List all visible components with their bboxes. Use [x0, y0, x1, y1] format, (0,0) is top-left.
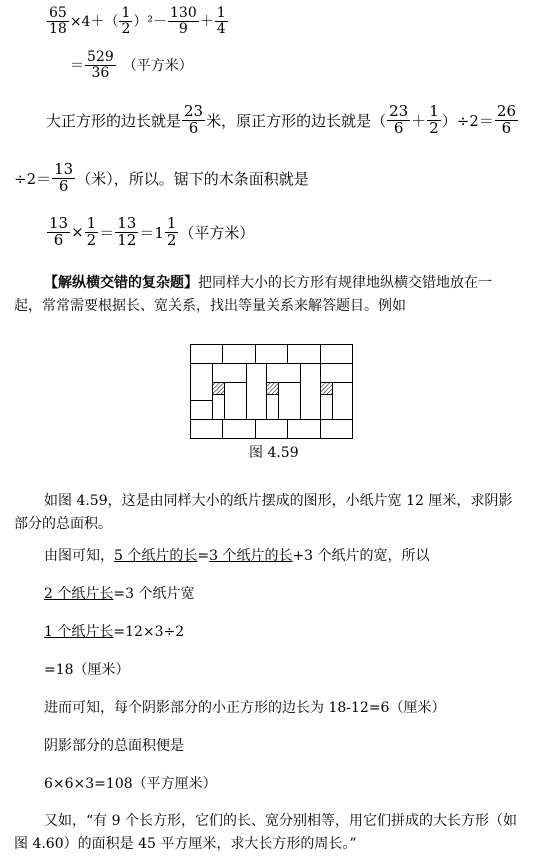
- step-line-1: [44, 583, 194, 606]
- math-text: ＝1: [139, 223, 164, 242]
- numerator: 529: [87, 49, 114, 65]
- denominator: 2: [86, 230, 97, 249]
- text: 大正方形的边长就是: [46, 111, 182, 130]
- numerator: 13: [117, 214, 137, 232]
- text: +3 个纸片的宽，所以: [292, 548, 430, 564]
- fraction: [115, 216, 138, 249]
- math-text: ）²－: [133, 14, 168, 31]
- numerator: 23: [184, 102, 204, 120]
- fraction: [85, 50, 116, 80]
- denominator: 18: [49, 20, 67, 37]
- numerator: 23: [389, 102, 409, 120]
- denominator: 2: [166, 230, 177, 249]
- math-text: （平方米）: [179, 223, 255, 242]
- fraction: [165, 216, 179, 249]
- step-line-3: =18（厘米）: [44, 662, 130, 678]
- figure-caption: 图 4.59: [249, 445, 299, 461]
- denominator: 4: [216, 20, 226, 37]
- fraction: [119, 6, 132, 36]
- denominator: 2: [121, 20, 131, 37]
- step-line-4: 进而可知，每个阴影部分的小正方形的边长为 18-12=6（厘米）: [44, 700, 446, 716]
- paragraph-next-example: [14, 810, 554, 856]
- numerator: 130: [170, 5, 197, 21]
- denominator: 6: [188, 118, 199, 137]
- math-text: （平方米）: [122, 58, 193, 75]
- section-intro: [14, 272, 544, 318]
- analysis-line: [44, 545, 430, 568]
- text: =: [197, 548, 210, 564]
- underlined-text: 5 个纸片的长: [114, 548, 198, 564]
- fraction: [182, 104, 205, 137]
- shaded-square: [267, 383, 279, 395]
- numerator: 1: [166, 214, 177, 232]
- step-line-5: 阴影部分的总面积便是: [44, 738, 184, 754]
- denominator: 9: [178, 20, 188, 37]
- example-line-1: 又如，“有 9 个长方形，它们的长、宽分别相等，用它们拼成的大长方形（如: [44, 813, 517, 829]
- numerator: 65: [49, 5, 67, 21]
- fraction: [85, 216, 99, 249]
- math-text: ＝: [99, 223, 115, 242]
- example-line-2: 图 4.60）的面积是 45 平方厘米，求大长方形的周长。”: [14, 836, 357, 852]
- denominator: 36: [91, 64, 110, 81]
- fraction: [215, 6, 228, 36]
- numerator: 1: [121, 5, 131, 21]
- numerator: 26: [496, 102, 516, 120]
- underlined-text: 3 个纸片的长: [209, 548, 293, 564]
- problem-line-2: 部分的总面积。: [14, 516, 112, 532]
- fraction: [495, 104, 518, 137]
- step-line-2: [44, 621, 184, 644]
- math-text: ＝: [70, 58, 84, 75]
- shaded-square: [213, 383, 225, 395]
- equation-line-1: [46, 6, 229, 36]
- shaded-square: [321, 383, 333, 395]
- numerator: 1: [429, 102, 439, 120]
- text: =12×3÷2: [113, 624, 185, 640]
- numerator: 1: [216, 5, 226, 21]
- numerator: 13: [54, 160, 74, 178]
- intro-text: 起，常常需要根据长、宽关系，找出等量关系来解答题目。例如: [14, 298, 406, 314]
- fraction: [427, 104, 441, 137]
- math-text: ＋: [411, 111, 427, 130]
- fraction: [168, 6, 199, 36]
- fraction: [47, 216, 70, 249]
- math-text: ＋: [199, 14, 214, 31]
- denominator: 2: [429, 118, 439, 137]
- denominator: 6: [58, 176, 69, 195]
- numerator: 1: [86, 214, 97, 232]
- text: （米），所以。锯下的木条面积就是: [76, 169, 309, 188]
- fraction: [387, 104, 410, 137]
- intro-text: 把同样大小的长方形有规律地纵横交错地放在一: [198, 275, 492, 291]
- fraction: [52, 162, 75, 195]
- side-length-line: [46, 104, 519, 137]
- numerator: 13: [49, 214, 69, 232]
- fraction: [47, 6, 69, 36]
- result-line: [14, 162, 309, 195]
- step-line-6: 6×6×3=108（平方厘米）: [44, 776, 217, 792]
- denominator: 12: [117, 230, 137, 249]
- underlined-text: 2 个纸片长: [44, 586, 114, 602]
- text: 由图可知，: [44, 548, 114, 564]
- math-text: ×: [71, 223, 84, 242]
- denominator: 6: [393, 118, 404, 137]
- underlined-text: 1 个纸片长: [44, 624, 114, 640]
- text: =3 个纸片宽: [113, 586, 195, 602]
- paragraph-problem: [14, 490, 554, 536]
- equation-line-2: [70, 50, 193, 80]
- section-title: 【解纵横交错的复杂题】: [44, 275, 198, 291]
- denominator: 6: [53, 230, 64, 249]
- math-text: ）÷2＝: [441, 111, 494, 130]
- math-text: ×4＋（: [69, 14, 119, 31]
- area-equation-line: [46, 216, 254, 249]
- problem-line-1: 如图 4.59，这是由同样大小的纸片摆成的图形，小纸片宽 12 厘米，求阴影: [44, 493, 513, 509]
- figure-4-59: [190, 344, 354, 440]
- text: 米，原正方形的边长就是（: [206, 111, 387, 130]
- math-text: ÷2＝: [14, 169, 52, 188]
- denominator: 6: [501, 118, 512, 137]
